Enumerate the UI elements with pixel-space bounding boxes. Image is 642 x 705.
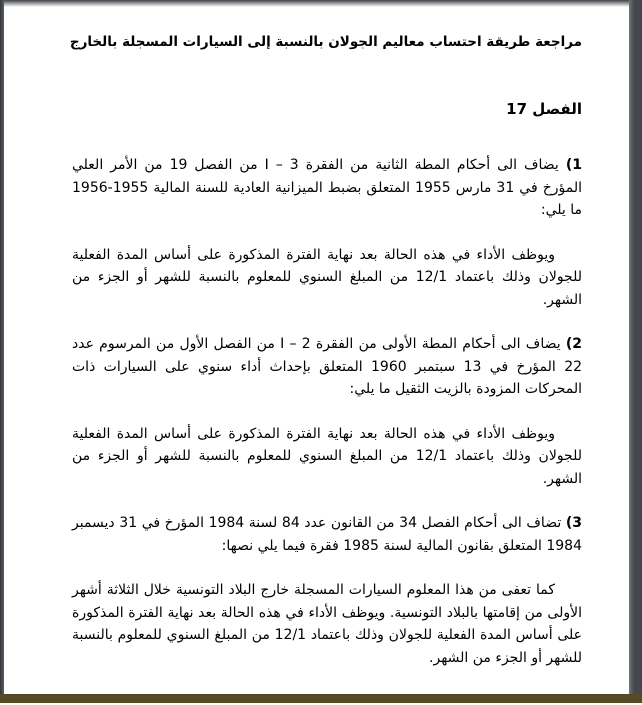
page-bottom-strip bbox=[0, 694, 642, 703]
paragraph-1-number: 1) bbox=[565, 157, 582, 173]
paragraph-5-text: تضاف الى أحكام الفصل 34 من القانون عدد 84 لسنة 1984 المؤرخ في 31 ديسمبر 1984 المتعلق بقانون المالية لسنة 1985 فقرة فيما يلي نصها: bbox=[72, 515, 582, 554]
paragraph-4 bbox=[72, 423, 582, 491]
document-content bbox=[69, 7, 583, 691]
paragraph-6 bbox=[72, 579, 582, 669]
page-right-border bbox=[629, 0, 642, 694]
page-top-shadow-border bbox=[0, 0, 630, 7]
paragraph-1 bbox=[72, 154, 582, 222]
paragraph-3 bbox=[72, 333, 582, 401]
paragraph-5-number: 3) bbox=[565, 515, 582, 531]
page-left-border bbox=[0, 0, 4, 694]
paragraph-4-text: ويوظف الأداء في هذه الحالة بعد نهاية الفترة المذكورة على أساس المدة الفعلية للجولان وذلك باعتماد 12/1 من المبلغ السنوي للمعلوم بالنسبة للشهر أو الجزء من الشهر. bbox=[72, 425, 582, 487]
paragraph-3-text: يضاف الى أحكام المطة الأولى من الفقرة I – 2 من الفصل الأول من المرسوم عدد 22 المؤرخ في 13 سبتمبر 1960 المتعلق بإحداث أداء سنوي على السيارات ذات المحركات المزودة بالزيت الثقيل ما يلي: bbox=[72, 336, 583, 397]
paragraph-5 bbox=[72, 512, 582, 557]
paragraph-6-text: كما تعفى من هذا المعلوم السيارات المسجلة خارج البلاد التونسية خلال الثلاثة أشهر الأولى من إقامتها بالبلاد التونسية. ويوظف الأداء في هذه الحالة بعد نهاية الفترة المذكورة على أساس المدة الفعلية للجولان وذلك باعتماد 12/1 من المبلغ السنوي للمعلوم بالنسبة للشهر أو الجزء من الشهر. bbox=[72, 582, 582, 666]
section-heading: الفصل 17 bbox=[506, 100, 582, 118]
paragraph-2 bbox=[72, 244, 582, 312]
paragraph-1-text: يضاف الى أحكام المطة الثانية من الفقرة I – 3 من الفصل 19 من الأمر العلي المؤرخ في 31 مارس 1955 المتعلق بضبط الميزانية العادية للسنة المالية 1955-1956 ما يلي: bbox=[72, 157, 583, 218]
paragraph-2-text: ويوظف الأداء في هذه الحالة بعد نهاية الفترة المذكورة على أساس المدة الفعلية للجولان وذلك باعتماد 12/1 من المبلغ السنوي للمعلوم بالنسبة للشهر أو الجزء من الشهر. bbox=[72, 246, 582, 308]
paragraph-3-number: 2) bbox=[565, 336, 583, 352]
document-title: مراجعة طريقة احتساب معاليم الجولان بالنسبة إلى السيارات المسجلة بالخارج bbox=[69, 34, 582, 50]
